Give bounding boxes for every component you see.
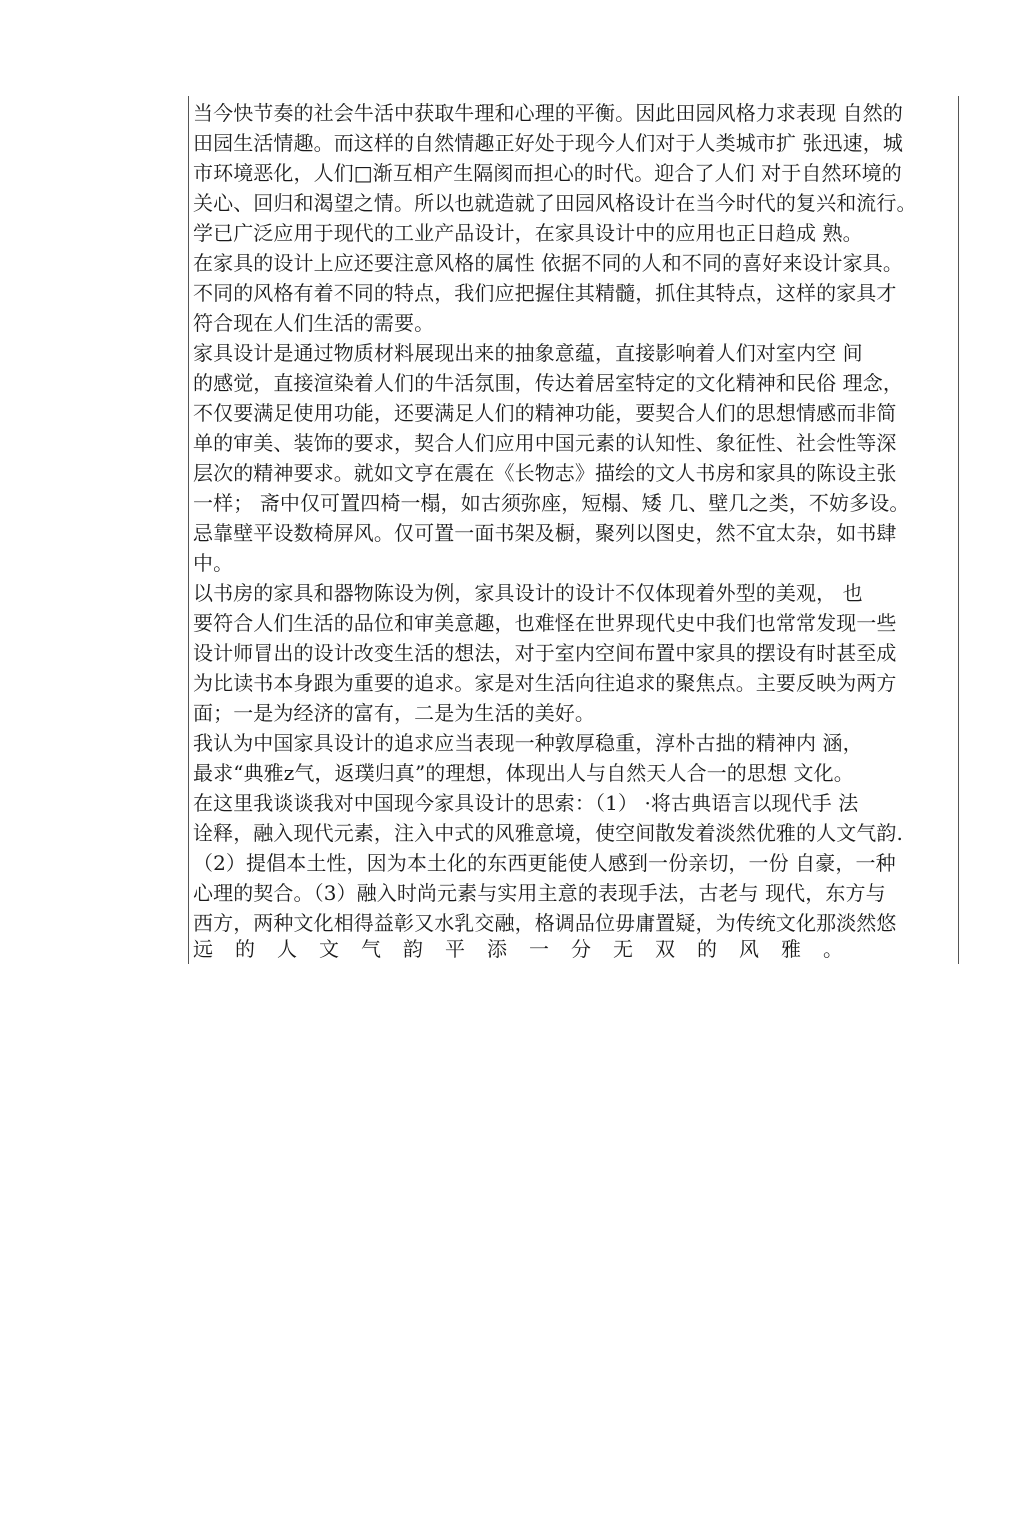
text-line: 以书房的家具和器物陈设为例，家具设计的设计不仅体现着外型的美观， 也 xyxy=(193,581,863,605)
text-line: 忌靠壁平设数椅屏风。仅可置一面书架及橱，聚列以图史，然不宜太杂，如书肆 xyxy=(193,521,897,545)
text-line: 西方，两种文化相得益彰又水乳交融，格调品位毋庸置疑，为传统文化那淡然悠 xyxy=(193,911,897,935)
text-line: 学已广泛应用于现代的工业产品设计，在家具设计中的应用也正日趋成 熟。 xyxy=(193,221,863,245)
text-line: 设计师冒出的设计改变生活的想法，对于室内空间布置中家具的摆设有时甚至成 xyxy=(193,641,897,665)
text-line: （2）提倡本土性，因为本土化的东西更能使人感到一份亲切，一份 自豪，一种 xyxy=(193,851,896,875)
text-line: 一样； 斋中仅可置四椅一榻，如古须弥座，短榻、矮 几、壁几之类，不妨多设。 xyxy=(193,491,910,515)
text-line: 家具设计是通过物质材料展现出来的抽象意蕴，直接影响着人们对室内空 间 xyxy=(193,341,863,365)
text-line: 市环境恶化，人们□渐互相产生隔阂而担心的时代。迎合了人们 对于自然环境的 xyxy=(193,161,902,185)
text-line: 单的审美、装饰的要求，契合人们应用中国元素的认知性、象征性、社会性等深 xyxy=(193,431,897,455)
text-line: 面；一是为经济的富有，二是为生活的美好。 xyxy=(193,701,595,725)
text-line: 不同的风格有着不同的特点，我们应把握住其精髓，抓住其特点，这样的家具才 xyxy=(193,281,897,305)
text-line: 诠释，融入现代元素，注入中式的风雅意境，使空间散发着淡然优雅的人文气韵. xyxy=(193,821,903,845)
text-line-final: 远的人文气韵平添一分无双的风雅。 xyxy=(193,937,865,961)
text-line: 关心、回归和渴望之情。所以也就造就了田园风格设计在当今时代的复兴和流行。 xyxy=(193,191,917,215)
text-line: 中。 xyxy=(193,551,234,575)
text-line: 符合现在人们生活的需要。 xyxy=(193,311,435,335)
text-line: 不仅要满足使用功能，还要满足人们的精神功能，要契合人们的思想情感而非简 xyxy=(193,401,897,425)
text-line: 我认为中国家具设计的追求应当表现一种敦厚稳重，淳朴古拙的精神内 涵， xyxy=(193,731,863,755)
document-text-box xyxy=(188,96,959,964)
text-line: 田园生活情趣。而这样的自然情趣正好处于现今人们对于人类城市扩 张迅速，城 xyxy=(193,131,903,155)
text-line: 最求“典雅z气，返璞归真”的理想，体现出人与自然天人合一的思想 文化。 xyxy=(193,761,854,785)
text-line: 当今快节奏的社会牛活中获取牛理和心理的平衡。因此田园风格力求表现 自然的 xyxy=(193,101,903,125)
text-line: 为比读书本身跟为重要的追求。家是对生活向往追求的聚焦点。主要反映为两方 xyxy=(193,671,897,695)
text-line: 要符合人们生活的品位和审美意趣，也难怪在世界现代史中我们也常常发现一些 xyxy=(193,611,897,635)
text-line: 在家具的设计上应还要注意风格的属性 依据不同的人和不同的喜好来设计家具。 xyxy=(193,251,903,275)
text-line: 层次的精神要求。就如文亨在震在《长物志》描绘的文人书房和家具的陈设主张 xyxy=(193,461,897,485)
text-line: 心理的契合。（3）融入时尚元素与实用主意的表现手法，古老与 现代，东方与 xyxy=(193,881,886,905)
text-line: 的感觉，直接渲染着人们的牛活氛围，传达着居室特定的文化精神和民俗 理念， xyxy=(193,371,903,395)
text-line: 在这里我谈谈我对中国现今家具设计的思索：（1） ·将古典语言以现代手 法 xyxy=(193,791,859,815)
